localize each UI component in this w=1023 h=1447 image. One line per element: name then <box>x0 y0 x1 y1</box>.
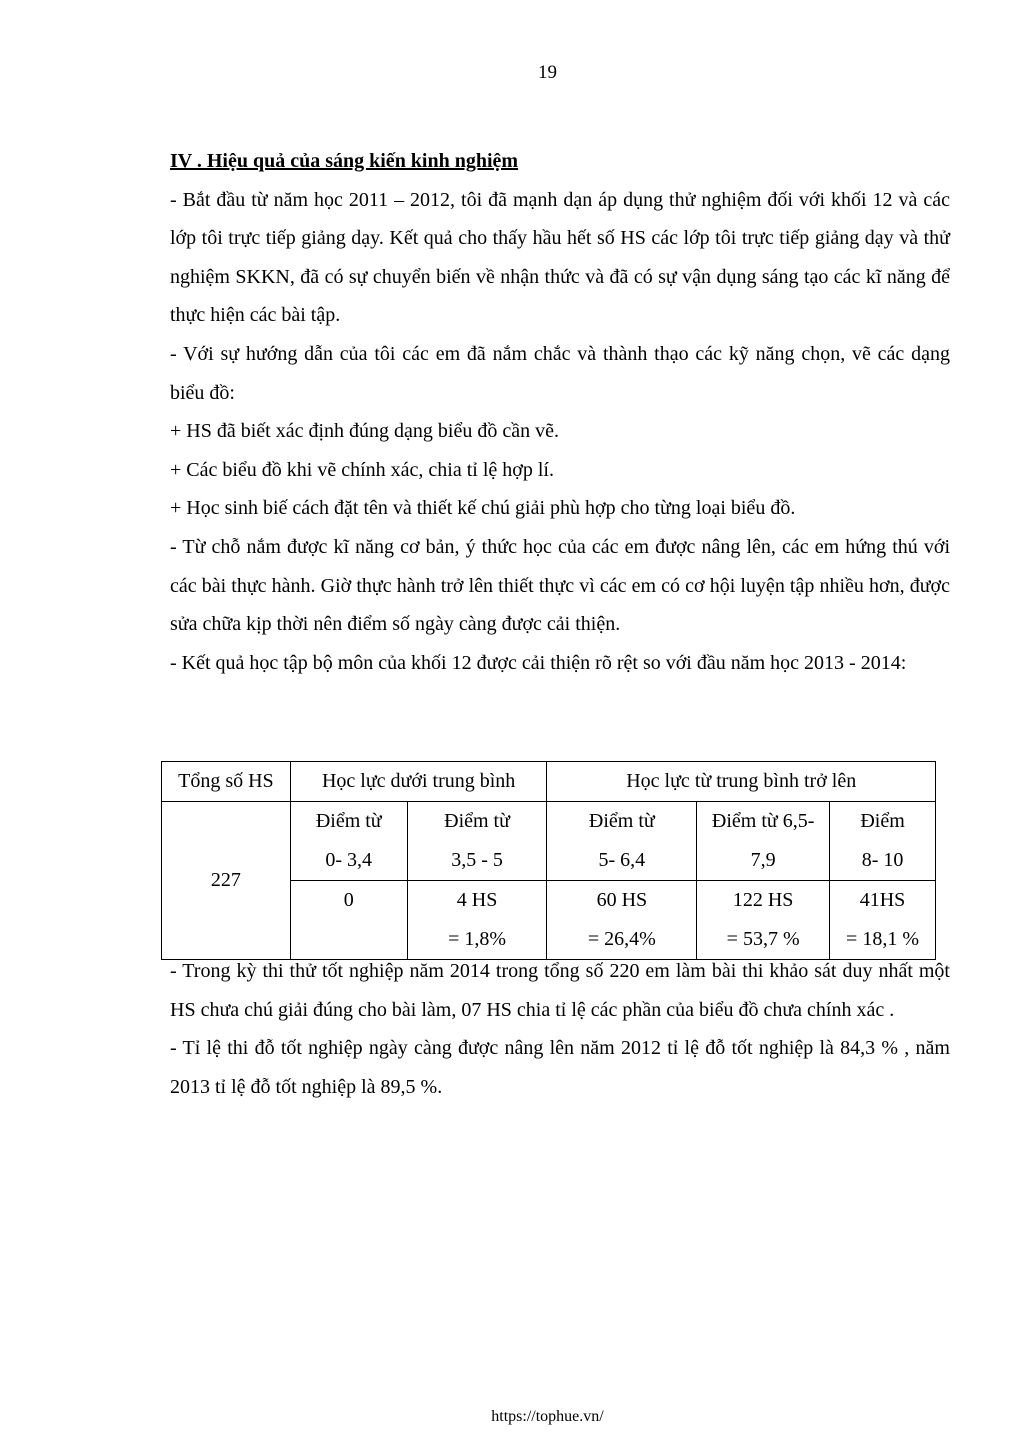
bullet-2: + Các biểu đồ khi vẽ chính xác, chia tỉ lệ hợp lí. <box>170 458 554 481</box>
range-cell: Điểm từ 0- 3,4 <box>290 802 407 881</box>
range-cell: Điểm từ 6,5- 7,9 <box>697 802 830 881</box>
result-cell: 122 HS = 53,7 % <box>697 881 830 960</box>
section-heading: IV . Hiệu quả của sáng kiến kinh nghiệm <box>170 150 519 172</box>
table-range-row <box>162 802 936 881</box>
paragraph-5: - Trong kỳ thi thử tốt nghiệp năm 2014 trong tổng số 220 em làm bài thi khảo sát duy nhất một HS chưa chú giải đúng cho bài làm, 07 HS chia tỉ lệ các phần của biểu đồ chưa chính xác . <box>170 960 950 1021</box>
paragraph-2: - Với sự hướng dẫn của tôi các em đã nắm chắc và thành thạo các kỹ năng chọn, vẽ các dạng biểu đồ: <box>170 342 950 404</box>
bullet-3: + Học sinh biế cách đặt tên và thiết kế chú giải phù hợp cho từng loại biểu đồ. <box>170 497 796 520</box>
range-cell: Điểm từ 5- 6,4 <box>547 802 697 881</box>
result-cell: 4 HS = 1,8% <box>407 881 547 960</box>
footer-url: https://tophue.vn/ <box>491 1408 604 1425</box>
paragraph-1: - Bắt đầu từ năm học 2011 – 2012, tôi đã mạnh dạn áp dụng thử nghiệm đối với khối 12 và các lớp tôi trực tiếp giảng dạy. Kết quả cho thấy hầu hết số HS các lớp tôi trực tiếp giảng dạy và thử nghiệm SKKN, đã có sự chuyển biến về nhận thức và đã có sự vận dụng sáng tạo các kĩ năng để thực hiện các bài tập. <box>170 188 950 327</box>
header-below-average: Học lực dưới trung bình <box>290 762 547 802</box>
main-content <box>170 142 950 682</box>
paragraph-6: - Tỉ lệ thi đỗ tốt nghiệp ngày càng được nâng lên năm 2012 tỉ lệ đỗ tốt nghiệp là 84,3 % , năm 2013 tỉ lệ đỗ tốt nghiệp là 89,5 %. <box>170 1037 950 1098</box>
after-table-content <box>170 952 950 1106</box>
bullet-1: + HS đã biết xác định đúng dạng biểu đồ cần vẽ. <box>170 420 559 443</box>
range-cell: Điểm 8- 10 <box>830 802 936 881</box>
total-students-cell: 227 <box>162 802 291 960</box>
paragraph-3: - Từ chỗ nắm được kĩ năng cơ bản, ý thức học của các em được nâng lên, các em hứng thú với các bài thực hành. Giờ thực hành trở lên thiết thực vì các em có cơ hội luyện tập nhiều hơn, được sửa chữa kịp thời nên điểm số ngày càng được cải thiện. <box>170 535 950 636</box>
header-total: Tổng số HS <box>162 762 291 802</box>
paragraph-4: - Kết quả học tập bộ môn của khối 12 được cải thiện rõ rệt so với đầu năm học 2013 - 2014: <box>170 651 907 674</box>
range-cell: Điểm từ 3,5 - 5 <box>407 802 547 881</box>
table-header-row <box>162 762 936 802</box>
result-cell: 60 HS = 26,4% <box>547 881 697 960</box>
results-table <box>161 761 936 960</box>
page-number: 19 <box>538 62 557 83</box>
header-above-average: Học lực từ trung bình trở lên <box>547 762 936 802</box>
result-cell: 0 <box>290 881 407 960</box>
result-cell: 41HS = 18,1 % <box>830 881 936 960</box>
